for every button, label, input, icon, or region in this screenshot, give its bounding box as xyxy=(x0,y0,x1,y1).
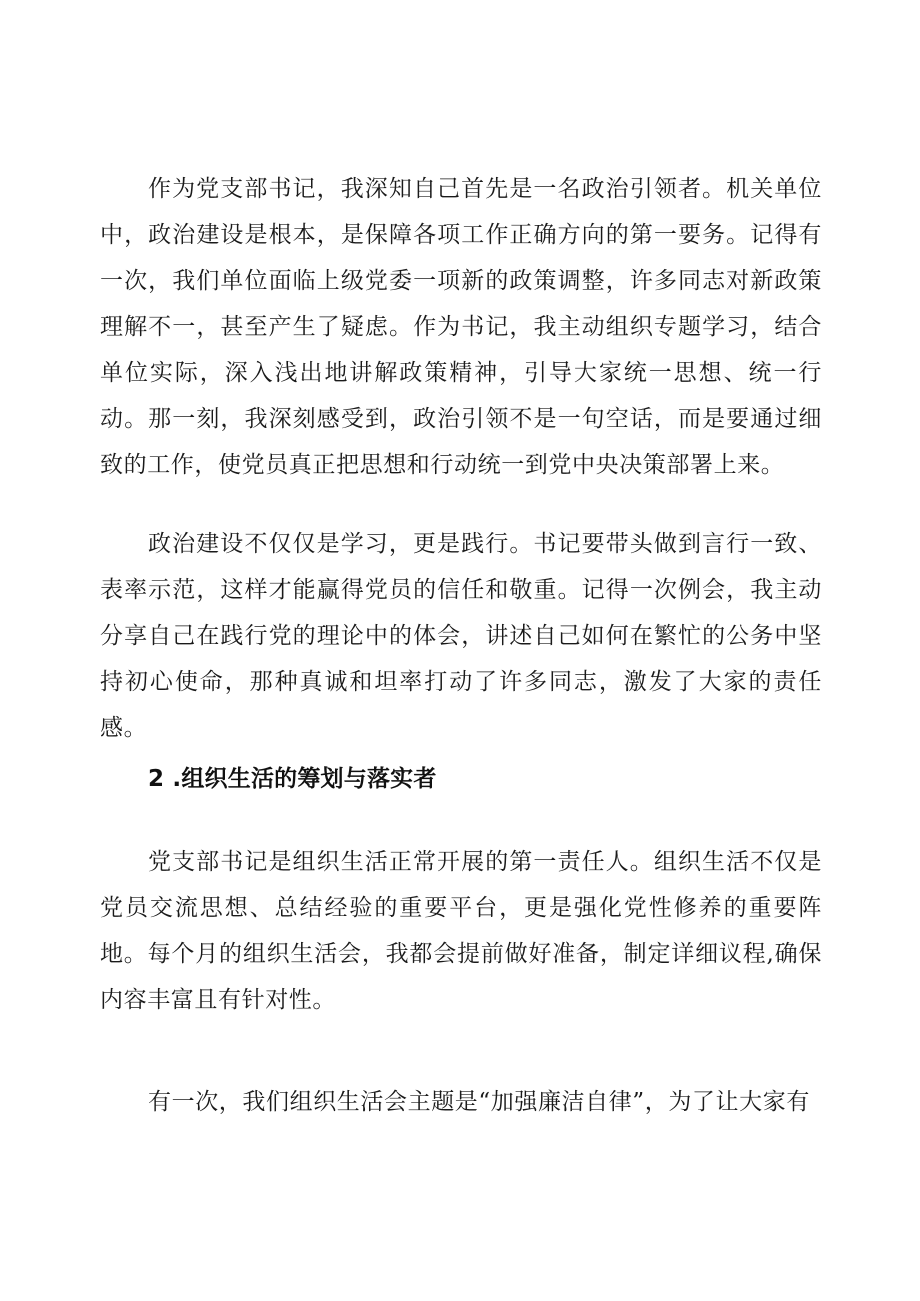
section-heading: 2 .组织生活的筹划与落实者 xyxy=(148,766,437,792)
body-paragraph: 有一次，我们组织生活会主题是“加强廉洁自律”，为了让大家有 xyxy=(148,1089,810,1115)
body-paragraph: 政治建设不仅仅是学习，更是践行。书记要带头做到言行一致、表率示范，这样才能赢得党员的信任和敬重。记得一次例会，我主动分享自己在践行党的理论中的体会，讲述自己如何在繁忙的公务中坚持初心使命，那种真诚和坦率打动了许多同志，激发了大家的责任感。 xyxy=(100,531,822,741)
body-paragraph: 党支部书记是组织生活正常开展的第一责任人。组织生活不仅是党员交流思想、总结经验的重要平台，更是强化党性修养的重要阵地。每个月的组织生活会，我都会提前做好准备，制定详细议程,确保内容丰富且有针对性。 xyxy=(100,849,822,1013)
body-paragraph: 作为党支部书记，我深知自己首先是一名政治引领者。机关单位中，政治建设是根本，是保障各项工作正确方向的第一要务。记得有一次，我们单位面临上级党委一项新的政策调整，许多同志对新政策理解不一，甚至产生了疑虑。作为书记，我主动组织专题学习，结合单位实际，深入浅出地讲解政策精神，引导大家统一思想、统一行动。那一刻，我深刻感受到，政治引领不是一句空话，而是要通过细致的工作，使党员真正把思想和行动统一到党中央决策部署上来。 xyxy=(100,176,822,478)
